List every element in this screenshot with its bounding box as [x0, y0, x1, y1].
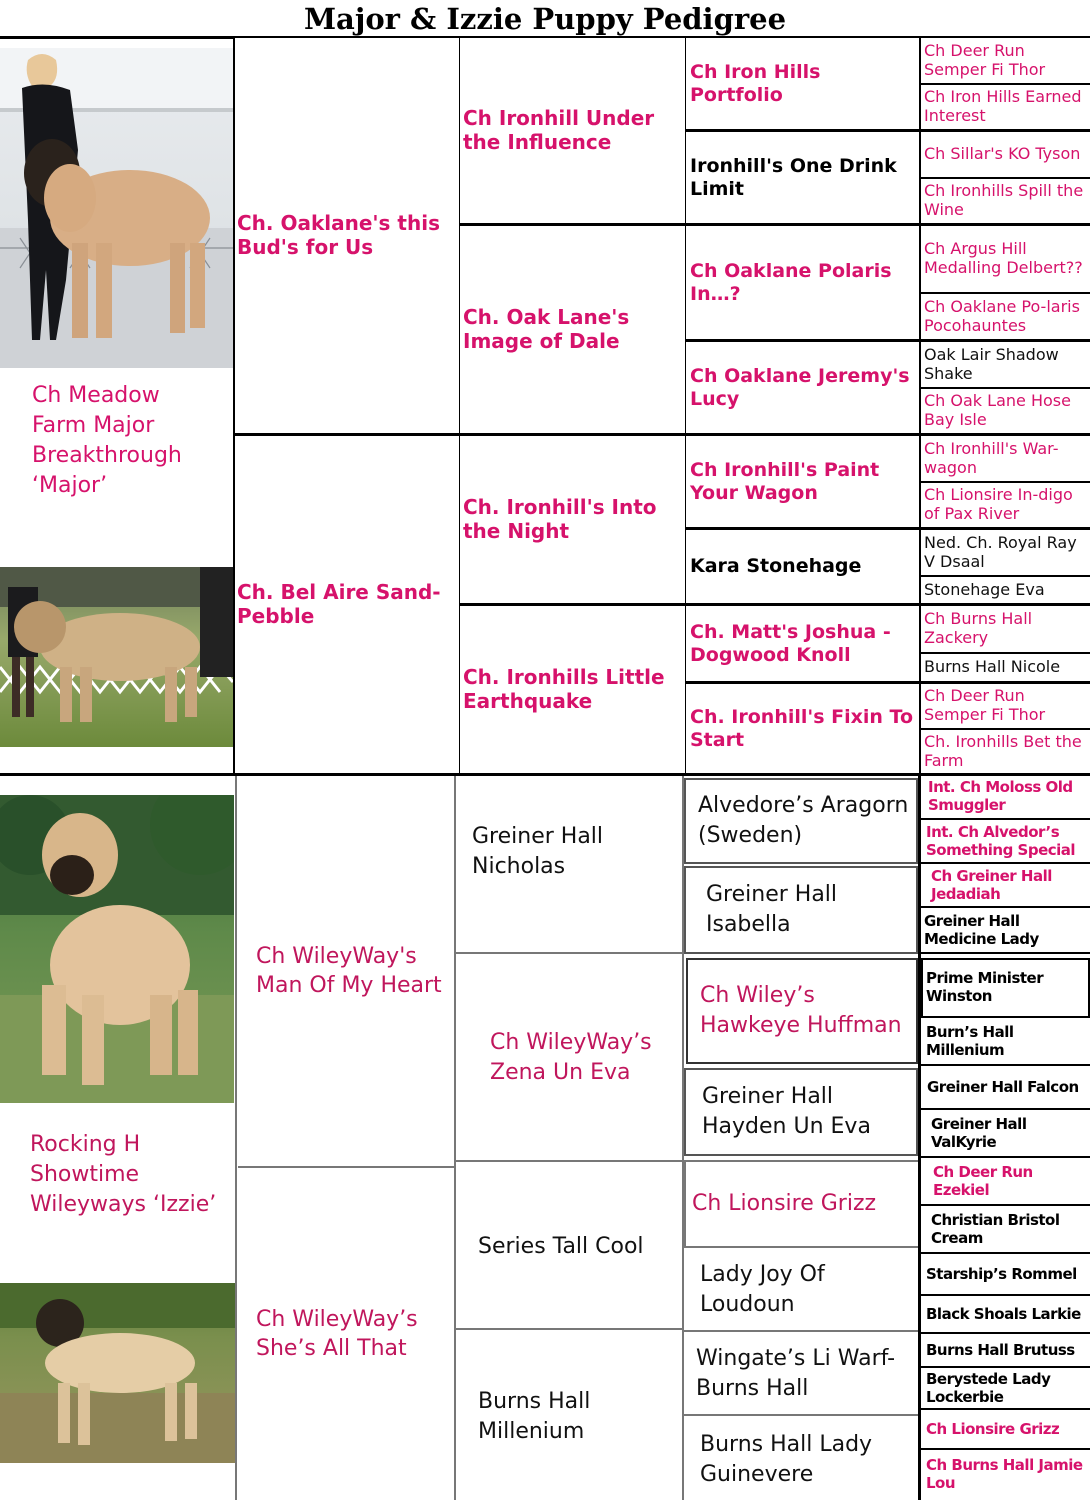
izzie-g3-name: Greiner Hall Hayden Un Eva: [702, 1084, 871, 1139]
izzie-g2-cell: [456, 1166, 682, 1330]
izzie-g4-name: Ch Greiner Hall Jedadiah: [931, 867, 1052, 903]
major-g4-cell: [921, 226, 1090, 294]
major-g4-name: Ch Oaklane Po-laris Pocohauntes: [924, 296, 1080, 335]
izzie-g4-name: Greiner Hall ValKyrie: [931, 1115, 1027, 1151]
major-g4-name: Ch Argus Hill Medalling Delbert??: [924, 239, 1083, 277]
major-g4-cell: [921, 85, 1090, 132]
major-g3-name: Ch Oaklane Jeremy's Lucy: [690, 365, 910, 410]
izzie-g2-cell: [456, 956, 682, 1162]
izzie-g4-cell: [921, 1298, 1090, 1334]
izzie-sire: Ch WileyWay's Man Of My Heart: [256, 944, 442, 998]
major-g4-cell: [921, 294, 1090, 342]
izzie-g3-name: Ch Lionsire Grizz: [692, 1191, 877, 1217]
major-g3-name: Ch. Matt's Joshua - Dogwood Knoll: [690, 621, 891, 666]
major-g3-name: Ch Iron Hills Portfolio: [690, 61, 821, 106]
izzie-g4-cell: [921, 822, 1090, 864]
major-g3-cell: [686, 226, 919, 342]
izzie-g4-cell: [921, 866, 1090, 908]
izzie-g4-name: Ch Lionsire Grizz: [926, 1420, 1060, 1439]
major-g4-cell: [921, 483, 1090, 530]
izzie-g4-name: Starship’s Rommel: [926, 1265, 1077, 1284]
izzie-dam: Ch WileyWay’s She’s All That: [256, 1307, 418, 1361]
izzie-g4-cell: [921, 1336, 1090, 1368]
major-dam: Ch. Bel Aire Sand-Pebble: [237, 579, 441, 628]
major-g4-cell: [921, 436, 1090, 483]
major-g4-name: Ch Deer Run Semper Fi Thor: [924, 686, 1046, 724]
izzie-g3-cell: [684, 1068, 918, 1156]
major-g4-name: Ch Lionsire In-digo of Pax River: [924, 485, 1073, 523]
major-g2-name: Ch. Ironhills Little Earthquake: [463, 664, 665, 713]
page-title: Major & Izzie Puppy Pedigree: [303, 2, 787, 36]
izzie-g2-cell: [456, 778, 682, 954]
izzie-g3-cell: [684, 1250, 918, 1332]
izzie-g4-cell: [921, 1256, 1090, 1296]
izzie-g3-cell: [686, 958, 918, 1064]
major-name-line: Breakthrough: [32, 442, 182, 468]
izzie-g4-cell: [921, 1452, 1090, 1498]
major-g4-name: Ned. Ch. Royal Ray V Dsaal: [924, 532, 1077, 571]
izzie-g4-name: Int. Ch Alvedor’s Something Special: [926, 823, 1076, 859]
izzie-g4-name: Burn’s Hall Millenium: [926, 1023, 1014, 1059]
major-g4-cell: [921, 730, 1090, 773]
izzie-g4-name: Greiner Hall Medicine Lady: [924, 912, 1039, 948]
izzie-g4-cell: [921, 1160, 1090, 1206]
major-g3-cell: [686, 132, 919, 226]
major-g3-cell: [686, 342, 919, 436]
izzie-g3-name: Lady Joy Of Loudoun: [700, 1262, 825, 1317]
izzie-g3-name: Alvedore’s Aragorn (Sweden): [698, 793, 909, 848]
izzie-g4-name: Black Shoals Larkie: [926, 1305, 1081, 1324]
izzie-g4-name: Prime Minister Winston: [926, 969, 1044, 1005]
major-g4-cell: [921, 577, 1090, 606]
izzie-g4-cell: [921, 1020, 1090, 1066]
izzie-g4-cell: [921, 1068, 1090, 1110]
major-g2-cell: [460, 606, 685, 773]
major-g4-name: Oak Lair Shadow Shake: [924, 344, 1059, 383]
major-g2-cell: [460, 436, 685, 606]
izzie-g3-cell: [684, 1420, 918, 1500]
izzie-dam-photo: [0, 1283, 236, 1463]
major-g4-name: Ch Deer Run Semper Fi Thor: [924, 40, 1046, 79]
major-g4-cell: [921, 38, 1090, 85]
major-name-line: Farm Major: [32, 412, 155, 438]
divider: [235, 776, 237, 1500]
major-g3-cell: [686, 436, 919, 530]
major-g2-cell: [460, 226, 685, 436]
izzie-g2-cell: [456, 1334, 682, 1500]
major-g3-cell: [686, 684, 919, 773]
izzie-sire-cell: [238, 778, 454, 1168]
izzie-g2-name: Burns Hall Millenium: [478, 1389, 591, 1444]
major-g4-name: Ch Oak Lane Hose Bay Isle: [924, 391, 1071, 429]
izzie-g2-name: Series Tall Cool: [478, 1234, 644, 1260]
major-dam-photo: [0, 567, 233, 747]
major-g4-cell: [921, 654, 1090, 684]
izzie-name-line: Wileyways ‘Izzie’: [30, 1191, 217, 1217]
major-name-line: Ch Meadow: [32, 383, 160, 408]
major-g4-cell: [921, 684, 1090, 730]
izzie-g3-cell: [684, 778, 918, 864]
major-show-photo: [0, 48, 233, 368]
izzie-name-line: Showtime: [30, 1161, 140, 1187]
izzie-g3-cell: [684, 1334, 918, 1416]
izzie-g4-cell: [921, 1208, 1090, 1254]
major-g4-cell: [921, 342, 1090, 389]
izzie-g3-cell: [684, 1160, 918, 1248]
major-g3-name: Ch Ironhill's Paint Your Wagon: [690, 459, 880, 504]
major-g4-cell: [921, 132, 1090, 179]
major-g4-name: Ch Ironhills Spill the Wine: [924, 181, 1084, 219]
major-g4-cell: [921, 179, 1090, 226]
izzie-g4-name: Berystede Lady Lockerbie: [926, 1370, 1051, 1406]
major-name: [32, 381, 182, 501]
major-g2-name: Ch Ironhill Under the Influence: [463, 105, 655, 154]
izzie-g3-cell: [684, 866, 918, 954]
major-g2-name: Ch. Ironhill's Into the Night: [463, 494, 657, 543]
major-g3-name: Ironhill's One Drink Limit: [690, 155, 897, 200]
major-g4-name: Ch. Ironhills Bet the Farm: [924, 731, 1082, 770]
major-g3-name: Ch. Ironhill's Fixin To Start: [690, 706, 914, 751]
izzie-dam-cell: [238, 1170, 454, 1500]
izzie-name-line: Rocking H: [30, 1132, 141, 1157]
major-g4-name: Burns Hall Nicole: [924, 657, 1061, 677]
izzie-g4-name: Int. Ch Moloss Old Smuggler: [928, 778, 1073, 814]
major-g3-cell: [686, 606, 919, 684]
izzie-g4-name: Christian Bristol Cream: [931, 1211, 1060, 1247]
izzie-g4-cell: [921, 958, 1090, 1018]
izzie-g4-cell: [921, 776, 1090, 820]
izzie-g4-cell: [921, 1412, 1090, 1450]
major-g4-name: Ch Burns Hall Zackery: [924, 609, 1033, 647]
major-g4-name: Ch Sillar's KO Tyson: [924, 144, 1081, 164]
izzie-sire-photo: [0, 795, 234, 1103]
major-g4-cell: [921, 606, 1090, 654]
major-g2-cell: [460, 38, 685, 226]
izzie-g2-name: Greiner Hall Nicholas: [472, 824, 604, 879]
major-g4-name: Ch Ironhill's War-wagon: [924, 438, 1059, 477]
izzie-g3-name: Burns Hall Lady Guinevere: [700, 1432, 873, 1487]
izzie-g4-name: Burns Hall Brutuss: [926, 1341, 1075, 1360]
izzie-g3-name: Ch Wiley’s Hawkeye Huffman: [700, 983, 902, 1038]
major-g4-cell: [921, 530, 1090, 577]
izzie-g4-name: Ch Deer Run Ezekiel: [933, 1163, 1033, 1199]
izzie-g4-name: Greiner Hall Falcon: [927, 1078, 1079, 1097]
major-sire: Ch. Oaklane's this Bud's for Us: [237, 210, 440, 259]
izzie-g3-name: Greiner Hall Isabella: [706, 882, 838, 937]
major-g2-name: Ch. Oak Lane's Image of Dale: [463, 304, 630, 353]
major-sire-cell: [235, 38, 459, 436]
izzie-g4-name: Ch Burns Hall Jamie Lou: [926, 1456, 1083, 1492]
major-g4-cell: [921, 389, 1090, 436]
izzie-name: [30, 1130, 216, 1220]
izzie-g4-cell: [921, 1370, 1090, 1410]
major-dam-cell: [235, 436, 459, 773]
izzie-g2-name: Ch WileyWay’s Zena Un Eva: [490, 1030, 652, 1085]
major-g4-name: Stonehage Eva: [924, 579, 1045, 599]
major-g3-cell: [686, 530, 919, 606]
major-g3-name: Ch Oaklane Polaris In…?: [690, 260, 892, 305]
izzie-g4-cell: [921, 1112, 1090, 1158]
major-g3-cell: [686, 38, 919, 132]
izzie-g3-name: Wingate’s Li Warf-Burns Hall: [696, 1346, 896, 1401]
major-name-line: ‘Major’: [32, 472, 108, 498]
major-g4-name: Ch Iron Hills Earned Interest: [924, 87, 1082, 125]
major-g3-name: Kara Stonehage: [690, 555, 862, 578]
izzie-g4-cell: [921, 910, 1090, 954]
